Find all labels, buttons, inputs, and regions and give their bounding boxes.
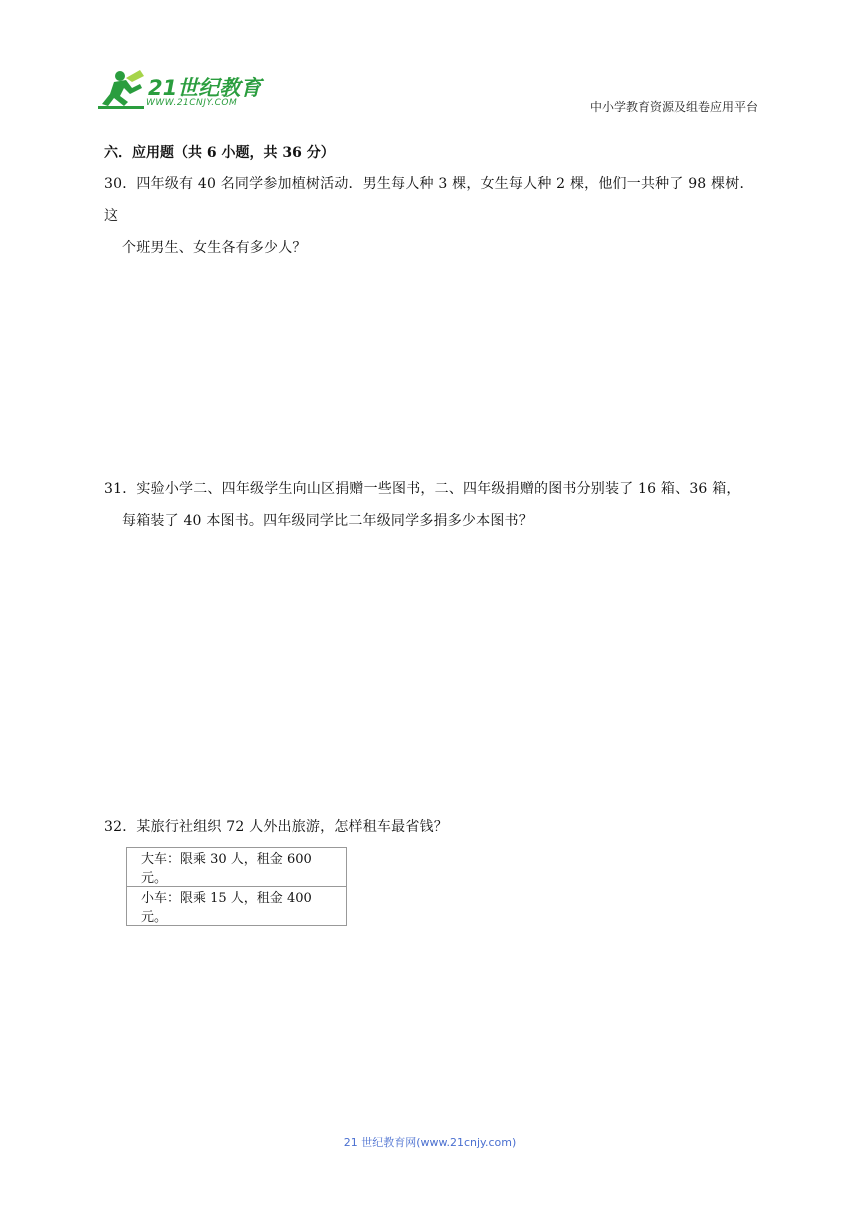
platform-title: 中小学教育资源及组卷应用平台 xyxy=(589,100,758,114)
question-32-line1: 32．某旅行社组织 72 人外出旅游，怎样租车最省钱？ xyxy=(104,819,448,835)
question-30-line2: 个班男生、女生各有多少人？ xyxy=(122,240,307,256)
table-cell: 小车：限乘 15 人，租金 400 元。 xyxy=(127,887,347,926)
question-31-line2: 每箱装了 40 本图书。四年级同学比二年级同学多捐多少本图书？ xyxy=(122,513,533,529)
question-32 xyxy=(104,811,764,843)
logo-title: 21世纪教育 xyxy=(148,76,262,100)
logo-url: WWW.21CNJY.COM xyxy=(146,98,238,108)
section-title: 六．应用题（共 6 小题，共 36 分） xyxy=(104,145,335,161)
question-31-line1: 31．实验小学二、四年级学生向山区捐赠一些图书，二、四年级捐赠的图书分别装了 16 箱、36 箱， xyxy=(104,481,741,497)
question-30 xyxy=(104,168,764,264)
question-31 xyxy=(104,473,764,537)
table-cell: 大车：限乘 30 人，租金 600 元。 xyxy=(127,848,347,887)
footer-text: 21 世纪教育网(www.21cnjy.com) xyxy=(343,1136,517,1149)
logo xyxy=(96,68,266,114)
rental-table xyxy=(126,847,347,926)
table-row xyxy=(127,887,347,926)
table-row xyxy=(127,848,347,887)
question-30-line1: 30．四年级有 40 名同学参加植树活动．男生每人种 3 棵，女生每人种 2 棵，他们一共种了 98 棵树．这 xyxy=(104,176,754,224)
